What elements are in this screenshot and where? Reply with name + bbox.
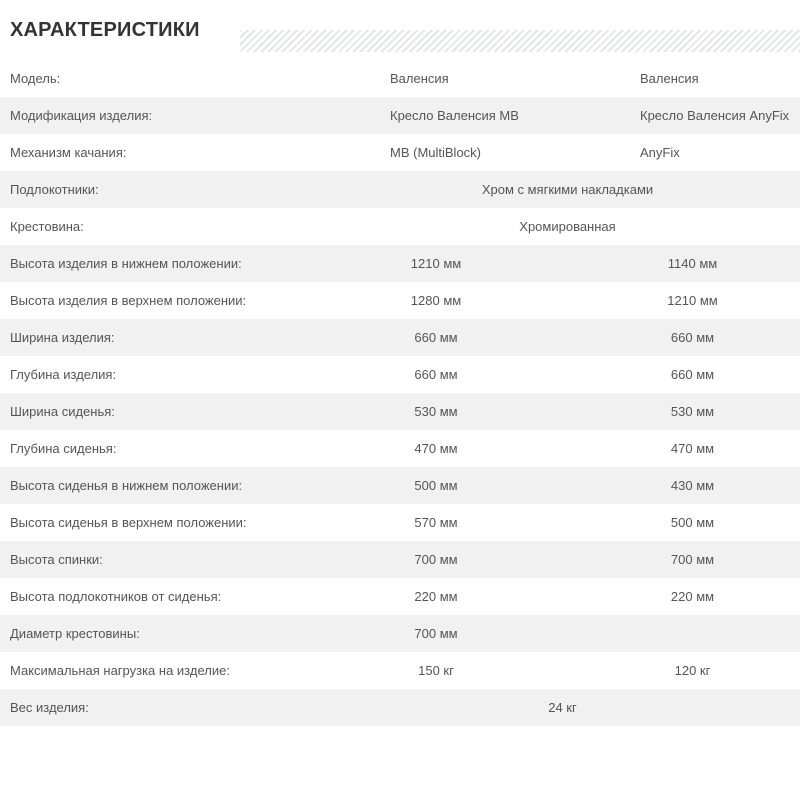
table-row <box>0 430 800 467</box>
table-row <box>0 467 800 504</box>
table-row <box>0 652 800 689</box>
table-row <box>0 60 800 97</box>
spec-label: Высота изделия в верхнем положении: <box>10 292 247 308</box>
table-row <box>0 356 800 393</box>
spec-value-mb: 1280 мм <box>410 292 462 308</box>
spec-label: Ширина сиденья: <box>10 403 115 419</box>
spec-value-mb: 530 мм <box>414 403 458 419</box>
table-row <box>0 615 800 652</box>
spec-value-mb: 150 кг <box>418 662 454 678</box>
spec-value-mb: 660 мм <box>414 329 458 345</box>
spec-label: Глубина сиденья: <box>10 440 117 456</box>
spec-label: Диаметр крестовины: <box>10 625 140 641</box>
spec-value-anyfix <box>625 615 800 652</box>
table-row <box>0 541 800 578</box>
hatch-decoration <box>240 30 800 52</box>
spec-value-mb: 570 мм <box>414 514 458 530</box>
spec-value-mb: 470 мм <box>414 440 458 456</box>
spec-value-anyfix: 530 мм <box>670 403 715 419</box>
table-row <box>0 319 800 356</box>
spec-value-anyfix: AnyFix <box>640 144 680 160</box>
spec-label: Глубина изделия: <box>10 366 117 382</box>
spec-label: Высота сиденья в нижнем положении: <box>10 477 243 493</box>
spec-value-anyfix: 430 мм <box>670 477 715 493</box>
spec-label: Максимальная нагрузка на изделие: <box>10 662 230 678</box>
page-title: ХАРАКТЕРИСТИКИ <box>10 20 218 40</box>
spec-value-mb: 700 мм <box>414 625 458 641</box>
spec-value-anyfix: 660 мм <box>670 366 715 382</box>
spec-value-anyfix: 700 мм <box>670 551 715 567</box>
spec-label: Крестовина: <box>10 218 84 234</box>
spec-value-mb: MB (MultiBlock) <box>390 144 482 160</box>
spec-label: Модификация изделия: <box>10 107 153 123</box>
spec-label: Высота подлокотников от сиденья: <box>10 588 222 604</box>
spec-label: Механизм качания: <box>10 144 127 160</box>
table-row <box>0 578 800 615</box>
spec-value-merged: 24 кг <box>548 699 577 715</box>
table-row <box>0 393 800 430</box>
spec-label: Вес изделия: <box>10 699 89 715</box>
spec-value-mb: Кресло Валенсия MB <box>390 107 519 123</box>
spec-label: Ширина изделия: <box>10 329 115 345</box>
spec-label: Модель: <box>10 70 61 86</box>
specifications-table <box>0 60 800 726</box>
spec-value-anyfix: Кресло Валенсия AnyFix <box>640 107 790 123</box>
table-row <box>0 208 800 245</box>
spec-value-mb: 500 мм <box>414 477 458 493</box>
spec-value-anyfix: 120 кг <box>674 662 711 678</box>
spec-value-anyfix: Валенсия <box>640 70 699 86</box>
spec-value-merged: Хромированная <box>519 218 616 234</box>
spec-value-anyfix: 220 мм <box>670 588 715 604</box>
table-row <box>0 134 800 171</box>
spec-label: Подлокотники: <box>10 181 99 197</box>
spec-value-merged: Хром с мягкими накладками <box>481 181 654 197</box>
spec-value-anyfix: 500 мм <box>670 514 715 530</box>
spec-value-mb: 220 мм <box>414 588 458 604</box>
spec-label: Высота изделия в нижнем положении: <box>10 255 242 271</box>
spec-value-anyfix: 660 мм <box>670 329 715 345</box>
spec-value-anyfix: 470 мм <box>670 440 715 456</box>
table-row <box>0 245 800 282</box>
spec-value-mb: 1210 мм <box>410 255 462 271</box>
table-row <box>0 504 800 541</box>
spec-label: Высота сиденья в верхнем положении: <box>10 514 247 530</box>
spec-value-anyfix: 1140 мм <box>667 255 718 271</box>
table-row <box>0 97 800 134</box>
table-row <box>0 171 800 208</box>
table-row <box>0 689 800 726</box>
spec-value-mb: 660 мм <box>414 366 458 382</box>
section-header <box>0 0 800 60</box>
table-row <box>0 282 800 319</box>
spec-value-anyfix: 1210 мм <box>667 292 718 308</box>
spec-label: Высота спинки: <box>10 551 103 567</box>
spec-value-mb: Валенсия <box>390 70 449 86</box>
spec-value-mb: 700 мм <box>414 551 458 567</box>
